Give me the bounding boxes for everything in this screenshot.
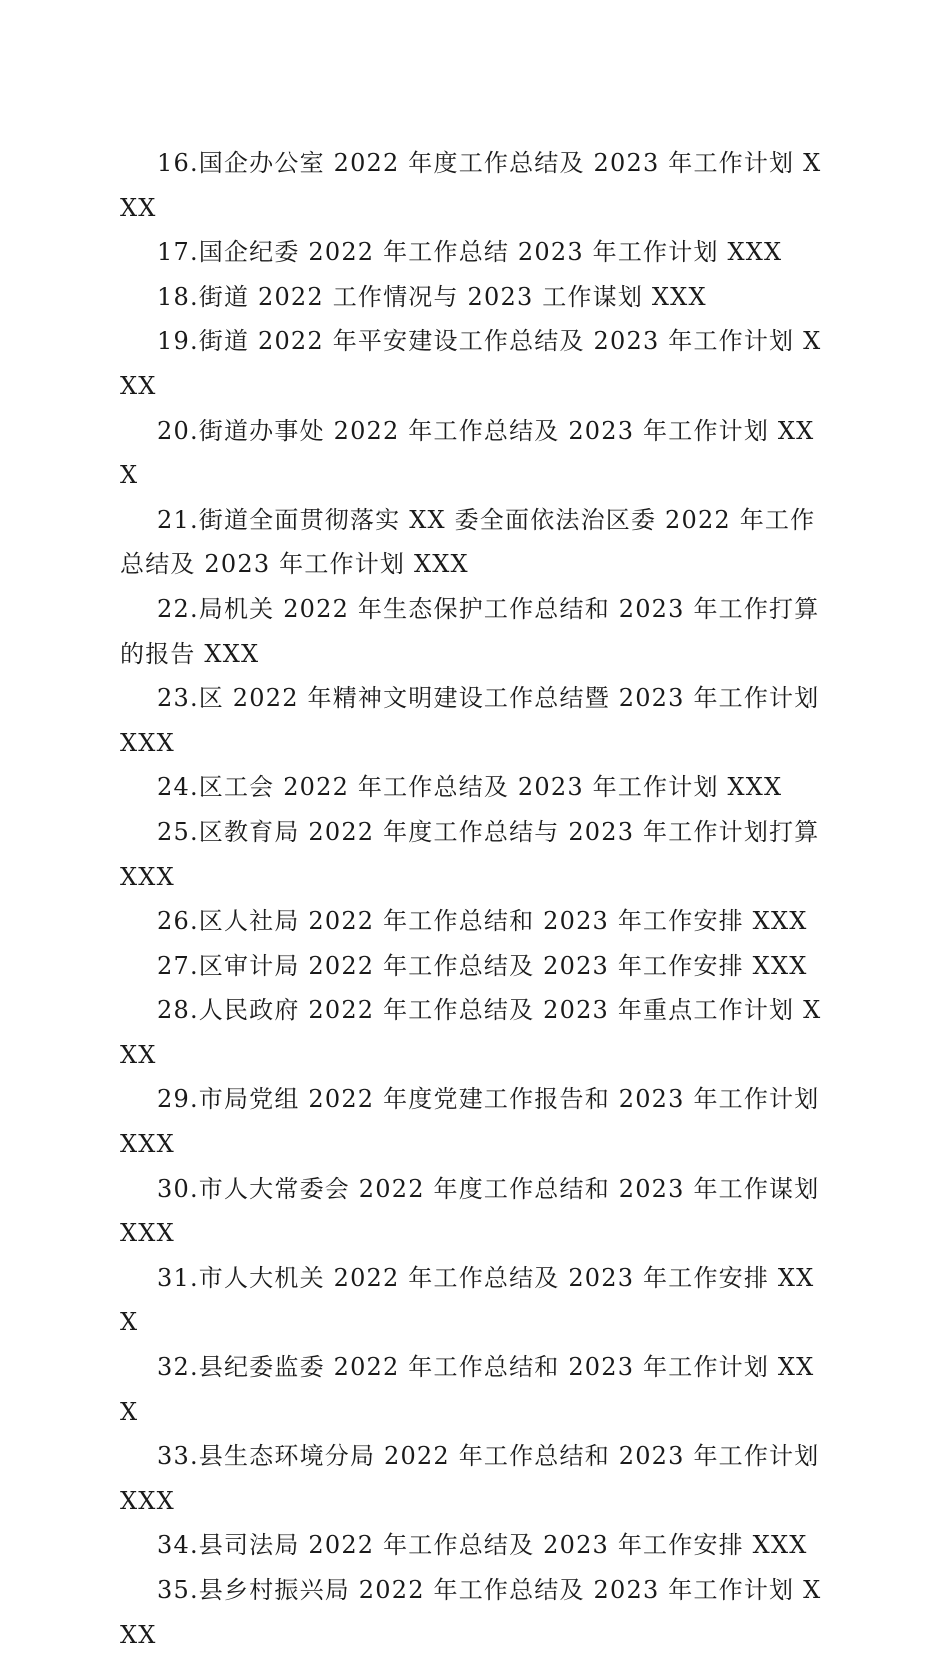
toc-entry-21: 21.街道全面贯彻落实 XX 委全面依法治区委 2022 年工作总结及 2023 年工作计划 XXX (120, 505, 816, 579)
toc-entry-18: 18.街道 2022 工作情况与 2023 工作谋划 XXX (157, 282, 707, 311)
toc-entry-30: 30.市人大常委会 2022 年度工作总结和 2023 年工作谋划 XXX (120, 1174, 820, 1248)
toc-entry-28: 28.人民政府 2022 年工作总结及 2023 年重点工作计划 XXX (120, 996, 822, 1069)
toc-entry-16: 16.国企办公室 2022 年度工作总结及 2023 年工作计划 XXX (120, 149, 822, 222)
toc-entry-17: 17.国企纪委 2022 年工作总结 2023 年工作计划 XXX (157, 238, 783, 267)
toc-entry-32: 32.县纪委监委 2022 年工作总结和 2023 年工作计划 XXX (120, 1353, 815, 1426)
toc-entry-20: 20.街道办事处 2022 年工作总结及 2023 年工作计划 XXX (120, 416, 815, 490)
toc-entry-26: 26.区人社局 2022 年工作总结和 2023 年工作安排 XXX (157, 907, 808, 936)
toc-entry-29: 29.市局党组 2022 年度党建工作报告和 2023 年工作计划 XXX (120, 1085, 820, 1159)
toc-entry-22: 22.局机关 2022 年生态保护工作总结和 2023 年工作打算的报告 XXX (120, 594, 820, 668)
toc-entry-25: 25.区教育局 2022 年度工作总结与 2023 年工作计划打算 XXX (120, 817, 820, 891)
toc-entry-33: 33.县生态环境分局 2022 年工作总结和 2023 年工作计划 XXX (120, 1442, 820, 1515)
toc-entry-35: 35.县乡村振兴局 2022 年工作总结及 2023 年工作计划 XXX (120, 1576, 822, 1649)
toc-entry-19: 19.街道 2022 年平安建设工作总结及 2023 年工作计划 XXX (120, 327, 822, 400)
toc-entry-27: 27.区审计局 2022 年工作总结及 2023 年工作安排 XXX (157, 951, 808, 980)
toc-entry-34: 34.县司法局 2022 年工作总结及 2023 年工作安排 XXX (157, 1531, 808, 1560)
toc-entry-31: 31.市人大机关 2022 年工作总结及 2023 年工作安排 XXX (120, 1263, 815, 1337)
toc-entry-24: 24.区工会 2022 年工作总结及 2023 年工作计划 XXX (157, 773, 783, 802)
toc-list (120, 141, 828, 1657)
toc-entry-23: 23.区 2022 年精神文明建设工作总结暨 2023 年工作计划 XXX (120, 684, 820, 757)
